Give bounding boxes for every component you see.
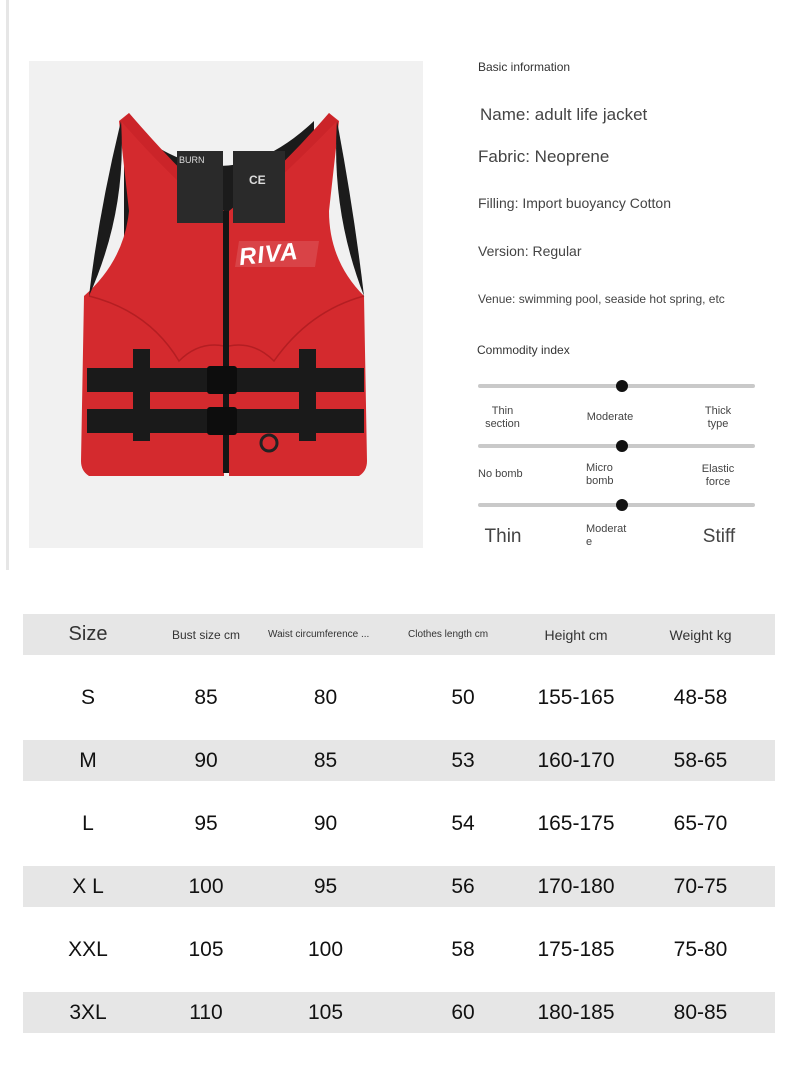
cell-waist: 85 xyxy=(313,748,338,772)
cell-length: 60 xyxy=(451,1000,475,1024)
table-row xyxy=(23,866,775,907)
tag-brand-text: BURN xyxy=(179,155,205,165)
scale1-middle-label: Moderate xyxy=(586,411,634,423)
scale3-right-label: Stiff xyxy=(702,526,736,547)
brand-logo: RIVA xyxy=(237,237,300,272)
elasticity-scale-marker xyxy=(616,440,628,452)
cell-bust: 90 xyxy=(194,748,218,772)
table-row xyxy=(23,677,775,718)
cell-weight: 65-70 xyxy=(673,811,728,835)
cell-height: 160-170 xyxy=(537,748,615,772)
cell-size: L xyxy=(82,811,94,835)
header-height: Height cm xyxy=(544,626,608,643)
cell-weight: 58-65 xyxy=(673,748,728,772)
cell-size: XXL xyxy=(68,937,108,961)
cell-waist: 80 xyxy=(313,685,338,709)
table-row xyxy=(23,992,775,1033)
info-filling: Filling: Import buoyancy Cotton xyxy=(478,195,671,211)
cell-length: 50 xyxy=(451,685,475,709)
cell-bust: 105 xyxy=(188,937,224,961)
scale1-right-label: Thick type xyxy=(704,405,732,430)
cell-size: M xyxy=(79,748,97,772)
cell-length: 56 xyxy=(451,874,475,898)
ce-mark: CE xyxy=(249,173,266,187)
size-table-header xyxy=(23,614,775,655)
cell-length: 54 xyxy=(451,811,475,835)
table-row xyxy=(23,929,775,970)
cell-height: 175-185 xyxy=(537,937,615,961)
commodity-index-title: Commodity index xyxy=(477,343,570,357)
cell-bust: 85 xyxy=(194,685,218,709)
header-bust: Bust size cm xyxy=(171,627,240,642)
cell-bust: 100 xyxy=(188,874,224,898)
cell-size: S xyxy=(80,685,95,709)
cell-weight: 75-80 xyxy=(673,937,728,961)
cell-waist: 105 xyxy=(307,1000,344,1024)
cell-height: 155-165 xyxy=(537,685,615,709)
left-divider-line xyxy=(6,0,9,570)
cell-height: 180-185 xyxy=(537,1000,615,1024)
info-version: Version: Regular xyxy=(478,243,582,259)
basic-info-title: Basic information xyxy=(478,60,571,74)
cell-waist: 95 xyxy=(313,874,338,898)
table-row xyxy=(23,740,775,781)
cell-size: X L xyxy=(72,874,104,898)
header-length: Clothes length cm xyxy=(408,628,489,640)
header-weight: Weight kg xyxy=(669,626,732,643)
scale2-middle-label: Micro bomb xyxy=(586,462,614,487)
scale2-right-label: Elastic force xyxy=(701,463,735,488)
scale3-left-label: Thin xyxy=(484,526,522,547)
scale1-left-label: Thin section xyxy=(485,405,520,430)
thickness-scale-marker xyxy=(616,380,628,392)
size-table xyxy=(23,614,775,1033)
scale3-middle-label: Moderate xyxy=(586,523,627,548)
cell-weight: 70-75 xyxy=(673,874,728,898)
cell-weight: 48-58 xyxy=(673,685,728,709)
cell-waist: 90 xyxy=(313,811,338,835)
thickness-scale-track xyxy=(478,384,755,388)
cell-height: 170-180 xyxy=(537,874,615,898)
info-venue: Venue: swimming pool, seaside hot spring, etc xyxy=(478,292,725,306)
table-row xyxy=(23,803,775,844)
cell-bust: 95 xyxy=(194,811,218,835)
cell-length: 58 xyxy=(451,937,475,961)
header-size: Size xyxy=(68,623,108,645)
cell-height: 165-175 xyxy=(537,811,615,835)
product-photo xyxy=(29,61,423,548)
stiffness-scale-marker xyxy=(616,499,628,511)
header-waist: Waist circumference ... xyxy=(268,628,370,640)
info-name: Name: adult life jacket xyxy=(480,105,648,124)
life-jacket-illustration xyxy=(29,61,423,548)
elasticity-scale-track xyxy=(478,444,755,448)
stiffness-scale-track xyxy=(478,503,755,507)
cell-weight: 80-85 xyxy=(673,1000,728,1024)
scale2-left-label: No bomb xyxy=(478,468,523,480)
info-fabric: Fabric: Neoprene xyxy=(478,147,610,166)
cell-length: 53 xyxy=(451,748,475,772)
cell-waist: 100 xyxy=(307,937,344,961)
cell-bust: 110 xyxy=(189,1000,223,1024)
cell-size: 3XL xyxy=(69,1000,107,1024)
